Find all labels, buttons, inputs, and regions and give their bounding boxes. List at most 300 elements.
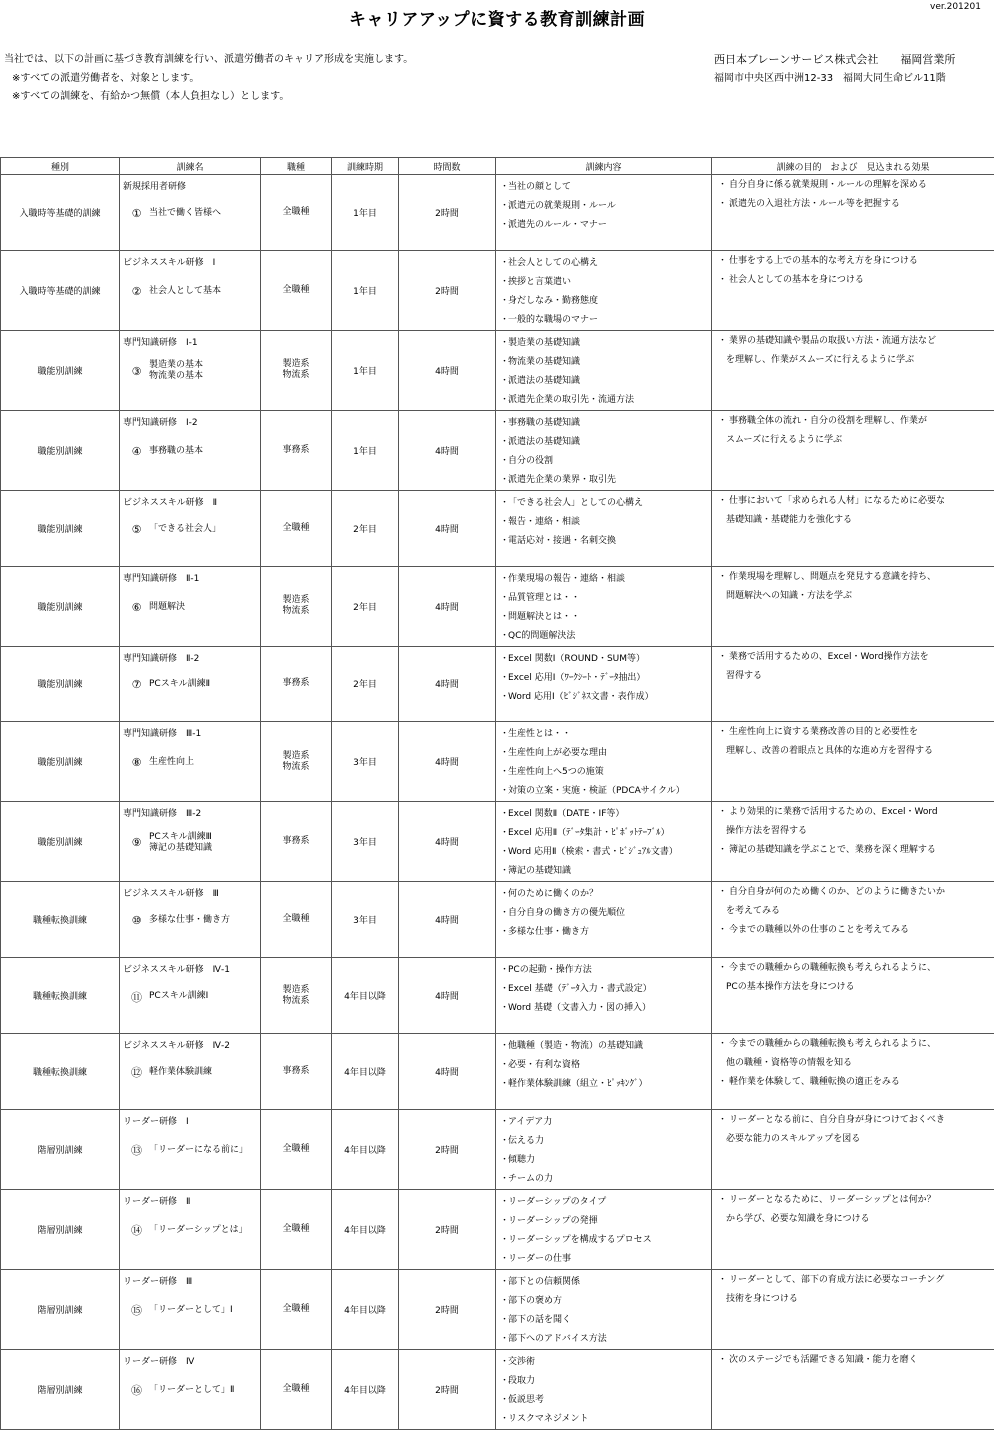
table-row — [1, 1349, 994, 1429]
training-name-cell — [120, 1189, 261, 1269]
purpose-line: スムーズに行えるように学ぶ — [712, 431, 994, 450]
table-row — [1, 330, 994, 410]
purpose-line: ・ 仕事をする上での基本的な考え方を身につける — [712, 252, 994, 271]
course-title — [120, 523, 260, 536]
course-number: ⑬ — [128, 1142, 145, 1158]
category-cell: 職能別訓練 — [1, 410, 120, 490]
series-label: リーダー研修 Ⅱ — [123, 1194, 190, 1207]
content-item: ・ Excel 関数Ⅱ（DATE・IF等） — [496, 805, 711, 824]
content-item: ・ 対策の立案・実施・検証（PDCAサイクル） — [496, 782, 711, 801]
intro-note: ※すべての派遣労働者を、対象とします。 — [4, 70, 413, 89]
training-name-cell — [120, 1033, 261, 1109]
course-title — [120, 678, 260, 691]
job-type-line: 事務系 — [261, 678, 331, 689]
job-type-cell — [261, 882, 332, 958]
content-item: ・ 必要・有利な資格 — [496, 1056, 711, 1075]
content-item: ・ 生産性向上へ5つの施策 — [496, 763, 711, 782]
course-title — [120, 832, 260, 854]
purpose-cell — [712, 1349, 994, 1429]
training-name-cell — [120, 566, 261, 646]
category-cell: 職能別訓練 — [1, 802, 120, 882]
purpose-line: ・ リーダーとなる前に、自分自身が身につけておくべき — [712, 1111, 994, 1130]
category-cell: 職能別訓練 — [1, 566, 120, 646]
content-item: ・ 作業現場の報告・連絡・相談 — [496, 570, 711, 589]
table-row — [1, 722, 994, 802]
content-item: ・ 派遣元の就業規則・ルール — [496, 197, 711, 216]
category-cell: 職能別訓練 — [1, 646, 120, 722]
series-label: リーダー研修 Ⅳ — [123, 1354, 194, 1367]
course-number: ④ — [128, 445, 145, 458]
course-title-line: 簿記の基礎知識 — [149, 843, 212, 854]
course-title — [120, 989, 260, 1005]
hours-cell: 4時間 — [399, 490, 496, 566]
content-cell — [496, 646, 712, 722]
hours-cell: 2時間 — [399, 175, 496, 251]
purpose-cell — [712, 1269, 994, 1349]
hours-cell: 4時間 — [399, 722, 496, 802]
content-item: ・ Word 応用Ⅱ（検索・書式・ﾋﾞｼﾞｭｱﾙ文書） — [496, 843, 711, 862]
content-item: ・ 仮説思考 — [496, 1391, 711, 1410]
content-cell — [496, 330, 712, 410]
purpose-line: ・ 業務で活用するための、Excel・Word操作方法を — [712, 648, 994, 667]
period-cell: 4年目以降 — [332, 1349, 399, 1429]
purpose-line: ・ リーダーとして、部下の育成方法に必要なコーチング — [712, 1271, 994, 1290]
content-item: ・ Excel 応用Ⅰ（ﾜｰｸｼｰﾄ・ﾃﾞｰﾀ抽出） — [496, 669, 711, 688]
series-label: ビジネススキル研修 Ⅰ — [123, 255, 215, 268]
content-item: ・ 問題解決とは・・ — [496, 608, 711, 627]
content-cell — [496, 958, 712, 1034]
content-cell — [496, 566, 712, 646]
header-purpose: 訓練の目的 および 見込まれる効果 — [712, 158, 994, 175]
page-title: キャリアアップに資する教育訓練計画 — [0, 5, 994, 30]
series-label: 専門知識研修 Ⅱ-1 — [123, 571, 199, 584]
course-title-line: 製造業の基本 — [149, 360, 203, 371]
hours-cell: 4時間 — [399, 1033, 496, 1109]
job-type-cell — [261, 175, 332, 251]
course-title-line: PCスキル訓練Ⅰ — [149, 991, 208, 1002]
hours-cell: 2時間 — [399, 1109, 496, 1189]
purpose-cell — [712, 1033, 994, 1109]
content-item: ・ PCの起動・操作方法 — [496, 961, 711, 980]
training-name-cell — [120, 175, 261, 251]
course-title — [120, 756, 260, 769]
course-title-line: 「リーダーになる前に」 — [149, 1145, 248, 1156]
purpose-line: 他の職種・資格等の情報を知る — [712, 1054, 994, 1073]
content-item: ・ リーダーの仕事 — [496, 1250, 711, 1269]
content-item: ・ 品質管理とは・・ — [496, 589, 711, 608]
content-item: ・ 伝える力 — [496, 1132, 711, 1151]
course-number: ⑮ — [128, 1302, 145, 1318]
training-name-cell — [120, 1109, 261, 1189]
content-item: ・ 段取力 — [496, 1372, 711, 1391]
company-address: 福岡市中央区西中洲12-33 福岡大同生命ビル11階 — [714, 70, 955, 89]
training-name-cell — [120, 330, 261, 410]
content-item: ・ アイデア力 — [496, 1113, 711, 1132]
course-title-line: 「リーダーとして」Ⅱ — [149, 1385, 234, 1396]
job-type-line: 事務系 — [261, 836, 331, 847]
course-number: ⑭ — [128, 1222, 145, 1238]
content-item: ・ リーダーシップを構成するプロセス — [496, 1231, 711, 1250]
course-number: ⑪ — [128, 989, 145, 1005]
purpose-line: ・ 派遣先の入退社方法・ルール等を把握する — [712, 195, 994, 214]
series-label: ビジネススキル研修 Ⅱ — [123, 495, 217, 508]
content-item: ・ 自分自身の働き方の優先順位 — [496, 904, 711, 923]
content-item: ・ 傾聴力 — [496, 1151, 711, 1170]
content-item: ・ 派遣法の基礎知識 — [496, 372, 711, 391]
category-cell: 職種転換訓練 — [1, 1033, 120, 1109]
purpose-cell — [712, 330, 994, 410]
hours-cell: 4時間 — [399, 646, 496, 722]
content-cell — [496, 1269, 712, 1349]
hours-cell: 4時間 — [399, 330, 496, 410]
content-item: ・ Word 基礎（文書入力・図の挿入） — [496, 999, 711, 1018]
course-number: ⑨ — [128, 836, 145, 849]
purpose-cell — [712, 175, 994, 251]
hours-cell: 2時間 — [399, 1189, 496, 1269]
content-item: ・ 派遣法の基礎知識 — [496, 433, 711, 452]
period-cell: 2年目 — [332, 646, 399, 722]
content-item: ・ 当社の顔として — [496, 178, 711, 197]
hours-cell: 2時間 — [399, 1349, 496, 1429]
series-label: 専門知識研修 Ⅰ-1 — [123, 335, 198, 348]
content-item: ・ 部下へのアドバイス方法 — [496, 1330, 711, 1349]
content-cell — [496, 722, 712, 802]
hours-cell: 2時間 — [399, 1269, 496, 1349]
content-item: ・ 交渉術 — [496, 1353, 711, 1372]
content-item: ・ 派遣先企業の業界・取引先 — [496, 471, 711, 490]
purpose-line: ・ 今までの職種以外の仕事のことを考えてみる — [712, 921, 994, 940]
category-cell: 職種転換訓練 — [1, 958, 120, 1034]
job-type-line: 物流系 — [261, 996, 331, 1007]
series-label: ビジネススキル研修 Ⅳ-2 — [123, 1038, 230, 1051]
series-label: リーダー研修 Ⅲ — [123, 1274, 192, 1287]
purpose-line: 習得する — [712, 667, 994, 686]
job-type-cell — [261, 802, 332, 882]
purpose-line: ・ 生産性向上に資する業務改善の目的と必要性を — [712, 723, 994, 742]
category-cell: 入職時等基礎的訓練 — [1, 175, 120, 251]
course-title-line: 「できる社会人」 — [149, 524, 221, 535]
course-title-line: 問題解決 — [149, 602, 185, 613]
purpose-cell — [712, 250, 994, 330]
category-cell: 職能別訓練 — [1, 330, 120, 410]
table-row — [1, 490, 994, 566]
content-item: ・ 報告・連絡・相談 — [496, 513, 711, 532]
purpose-line: ・ 自分自身が何のため働くのか、どのように働きたいか — [712, 883, 994, 902]
header-hours: 時間数 — [399, 158, 496, 175]
content-item: ・ チームの力 — [496, 1170, 711, 1189]
job-type-line: 全職種 — [261, 1144, 331, 1155]
table-row — [1, 1269, 994, 1349]
company-name: 西日本ブレーンサービス株式会社 福岡営業所 — [714, 51, 955, 70]
job-type-cell — [261, 330, 332, 410]
period-cell: 1年目 — [332, 175, 399, 251]
content-cell — [496, 490, 712, 566]
table-row — [1, 175, 994, 251]
course-title-line: 「リーダーとして」Ⅰ — [149, 1305, 233, 1316]
purpose-line: ・ 業界の基礎知識や製品の取扱い方法・流通方法など — [712, 332, 994, 351]
company-info — [714, 51, 955, 88]
purpose-line: ・ リーダーとなるために、リーダーシップとは何か？ — [712, 1191, 994, 1210]
purpose-line: 技術を身につける — [712, 1290, 994, 1309]
purpose-line: 必要な能力のスキルアップを図る — [712, 1130, 994, 1149]
purpose-cell — [712, 802, 994, 882]
content-cell — [496, 175, 712, 251]
content-item: ・ 簿記の基礎知識 — [496, 862, 711, 881]
content-item: ・ Excel 基礎（ﾃﾞｰﾀ入力・書式設定） — [496, 980, 711, 999]
series-label: 専門知識研修 Ⅲ-1 — [123, 726, 201, 739]
course-title-line: PCスキル訓練Ⅲ — [149, 832, 212, 843]
table-row — [1, 250, 994, 330]
header-category: 種別 — [1, 158, 120, 175]
period-cell: 3年目 — [332, 722, 399, 802]
purpose-line: ・ 次のステージでも活躍できる知識・能力を磨く — [712, 1351, 994, 1370]
purpose-line: ・ 社会人としての基本を身につける — [712, 271, 994, 290]
header-content: 訓練内容 — [496, 158, 712, 175]
course-title — [120, 601, 260, 614]
course-number: ⑧ — [128, 756, 145, 769]
job-type-cell — [261, 1033, 332, 1109]
version-label: ver.201201 — [930, 2, 981, 12]
period-cell: 3年目 — [332, 882, 399, 958]
header-period: 訓練時期 — [332, 158, 399, 175]
course-number: ⑥ — [128, 601, 145, 614]
content-item: ・ 生産性とは・・ — [496, 725, 711, 744]
job-type-cell — [261, 1269, 332, 1349]
purpose-line: から学び、必要な知識を身につける — [712, 1210, 994, 1229]
content-cell — [496, 1189, 712, 1269]
content-cell — [496, 1349, 712, 1429]
period-cell: 3年目 — [332, 802, 399, 882]
course-title — [120, 914, 260, 927]
period-cell: 4年目以降 — [332, 1033, 399, 1109]
purpose-line: PCの基本操作方法を身につける — [712, 978, 994, 997]
purpose-cell — [712, 958, 994, 1034]
content-item: ・ QC的問題解決法 — [496, 627, 711, 646]
course-title — [120, 1142, 260, 1158]
content-item: ・ 製造業の基礎知識 — [496, 334, 711, 353]
hours-cell: 4時間 — [399, 566, 496, 646]
job-type-line: 全職種 — [261, 285, 331, 296]
purpose-line: ・ 今までの職種からの職種転換も考えられるように、 — [712, 1035, 994, 1054]
purpose-cell — [712, 566, 994, 646]
content-item: ・ 自分の役割 — [496, 452, 711, 471]
course-title — [120, 445, 260, 458]
purpose-cell — [712, 646, 994, 722]
course-number: ⑦ — [128, 678, 145, 691]
job-type-line: 製造系 — [261, 751, 331, 762]
series-label: 専門知識研修 Ⅰ-2 — [123, 415, 198, 428]
course-title — [120, 360, 260, 382]
content-item: ・ リーダーシップの発揮 — [496, 1212, 711, 1231]
job-type-cell — [261, 1349, 332, 1429]
course-number: ⑩ — [128, 914, 145, 927]
content-item: ・ 生産性向上が必要な理由 — [496, 744, 711, 763]
job-type-line: 物流系 — [261, 606, 331, 617]
purpose-cell — [712, 1109, 994, 1189]
purpose-cell — [712, 410, 994, 490]
training-name-cell — [120, 646, 261, 722]
course-number: ① — [128, 207, 145, 220]
training-name-cell — [120, 802, 261, 882]
content-item: ・ 「できる社会人」としての心構え — [496, 494, 711, 513]
course-title — [120, 1382, 260, 1398]
purpose-line: ・ 自分自身に係る就業規則・ルールの理解を深める — [712, 176, 994, 195]
course-title — [120, 1064, 260, 1080]
purpose-line: ・ 今までの職種からの職種転換も考えられるように、 — [712, 959, 994, 978]
course-title-line: 物流業の基本 — [149, 371, 203, 382]
course-title-line: 「リーダーシップとは」 — [149, 1225, 248, 1236]
series-label: リーダー研修 Ⅰ — [123, 1114, 189, 1127]
content-item: ・ 物流業の基礎知識 — [496, 353, 711, 372]
job-type-line: 全職種 — [261, 1384, 331, 1395]
training-name-cell — [120, 1349, 261, 1429]
table-header-row — [1, 158, 994, 175]
content-item: ・ 社会人としての心構え — [496, 254, 711, 273]
table-row — [1, 958, 994, 1034]
period-cell: 4年目以降 — [332, 1269, 399, 1349]
table-row — [1, 882, 994, 958]
purpose-line: 問題解決への知識・方法を学ぶ — [712, 587, 994, 606]
table-row — [1, 802, 994, 882]
job-type-cell — [261, 646, 332, 722]
job-type-line: 物流系 — [261, 762, 331, 773]
category-cell: 職能別訓練 — [1, 722, 120, 802]
job-type-cell — [261, 566, 332, 646]
purpose-line: を考えてみる — [712, 902, 994, 921]
period-cell: 4年目以降 — [332, 1109, 399, 1189]
hours-cell: 4時間 — [399, 882, 496, 958]
content-item: ・ 一般的な職場のマナー — [496, 311, 711, 330]
period-cell: 4年目以降 — [332, 958, 399, 1034]
purpose-line: を理解し、作業がスムーズに行えるように学ぶ — [712, 351, 994, 370]
training-name-cell — [120, 250, 261, 330]
hours-cell: 4時間 — [399, 958, 496, 1034]
purpose-line: 理解し、改善の着眼点と具体的な進め方を習得する — [712, 742, 994, 761]
series-label: 専門知識研修 Ⅲ-2 — [123, 806, 201, 819]
job-type-line: 製造系 — [261, 595, 331, 606]
training-name-cell — [120, 490, 261, 566]
period-cell: 1年目 — [332, 410, 399, 490]
content-item: ・ 部下の褒め方 — [496, 1292, 711, 1311]
course-title-line: 事務職の基本 — [149, 446, 203, 457]
job-type-cell — [261, 1189, 332, 1269]
period-cell: 1年目 — [332, 250, 399, 330]
content-item: ・ 他職種（製造・物流）の基礎知識 — [496, 1037, 711, 1056]
job-type-cell — [261, 410, 332, 490]
content-item: ・ 電話応対・接遇・名刺交換 — [496, 532, 711, 551]
training-name-cell — [120, 410, 261, 490]
content-cell — [496, 882, 712, 958]
purpose-cell — [712, 882, 994, 958]
purpose-line: ・ より効果的に業務で活用するための、Excel・Word — [712, 803, 994, 822]
course-title — [120, 1222, 260, 1238]
purpose-line: ・ 簿記の基礎知識を学ぶことで、業務を深く理解する — [712, 841, 994, 860]
series-label: 専門知識研修 Ⅱ-2 — [123, 651, 199, 664]
course-title-line: PCスキル訓練Ⅱ — [149, 679, 210, 690]
course-number: ② — [128, 285, 145, 298]
content-item: ・ 何のために働くのか？ — [496, 885, 711, 904]
series-label: ビジネススキル研修 Ⅳ-1 — [123, 962, 230, 975]
course-title — [120, 1302, 260, 1318]
course-title-line: 生産性向上 — [149, 757, 194, 768]
content-cell — [496, 1109, 712, 1189]
job-type-line: 全職種 — [261, 207, 331, 218]
hours-cell: 4時間 — [399, 410, 496, 490]
purpose-line: ・ 作業現場を理解し、問題点を発見する意識を持ち、 — [712, 568, 994, 587]
category-cell: 階層別訓練 — [1, 1189, 120, 1269]
table-row — [1, 646, 994, 722]
content-cell — [496, 410, 712, 490]
intro-text — [4, 51, 413, 107]
content-item: ・ 多様な仕事・働き方 — [496, 923, 711, 942]
job-type-cell — [261, 250, 332, 330]
content-item: ・ リスクマネジメント — [496, 1410, 711, 1429]
job-type-line: 物流系 — [261, 370, 331, 381]
content-cell — [496, 802, 712, 882]
job-type-line: 製造系 — [261, 985, 331, 996]
content-item: ・ 派遣先企業の取引先・流通方法 — [496, 391, 711, 410]
category-cell: 職能別訓練 — [1, 490, 120, 566]
category-cell: 階層別訓練 — [1, 1269, 120, 1349]
hours-cell: 2時間 — [399, 250, 496, 330]
course-title — [120, 285, 260, 298]
content-item: ・ Word 応用Ⅰ（ﾋﾞｼﾞﾈｽ文書・表作成） — [496, 688, 711, 707]
course-number: ⑫ — [128, 1064, 145, 1080]
period-cell: 2年目 — [332, 490, 399, 566]
job-type-line: 全職種 — [261, 914, 331, 925]
purpose-line: 基礎知識・基礎能力を強化する — [712, 511, 994, 530]
purpose-cell — [712, 1189, 994, 1269]
course-number: ⑯ — [128, 1382, 145, 1398]
period-cell: 1年目 — [332, 330, 399, 410]
category-cell: 職種転換訓練 — [1, 882, 120, 958]
training-name-cell — [120, 958, 261, 1034]
job-type-line: 全職種 — [261, 523, 331, 534]
table-row — [1, 1189, 994, 1269]
content-item: ・ 身だしなみ・勤務態度 — [496, 292, 711, 311]
job-type-line: 製造系 — [261, 359, 331, 370]
job-type-line: 事務系 — [261, 445, 331, 456]
content-item: ・ Excel 応用Ⅱ（ﾃﾞｰﾀ集計・ﾋﾟﾎﾞｯﾄﾃｰﾌﾞﾙ） — [496, 824, 711, 843]
purpose-line: ・ 軽作業を体験して、職種転換の適正をみる — [712, 1073, 994, 1092]
training-name-cell — [120, 722, 261, 802]
course-title-line: 当社で働く皆様へ — [149, 208, 221, 219]
intro-line: 当社では、以下の計画に基づき教育訓練を行い、派遣労働者のキャリア形成を実施します。 — [4, 51, 413, 70]
hours-cell: 4時間 — [399, 802, 496, 882]
purpose-line: 操作方法を習得する — [712, 822, 994, 841]
content-item: ・ 部下との信頼関係 — [496, 1273, 711, 1292]
job-type-cell — [261, 722, 332, 802]
training-name-cell — [120, 882, 261, 958]
series-label: ビジネススキル研修 Ⅲ — [123, 886, 219, 899]
course-title-line: 軽作業体験訓練 — [149, 1067, 212, 1078]
content-item: ・ 挨拶と言葉遣い — [496, 273, 711, 292]
course-number: ③ — [128, 365, 145, 378]
period-cell: 4年目以降 — [332, 1189, 399, 1269]
header-job-type: 職種 — [261, 158, 332, 175]
purpose-line: ・ 事務職全体の流れ・自分の役割を理解し、作業が — [712, 412, 994, 431]
category-cell: 階層別訓練 — [1, 1349, 120, 1429]
table-row — [1, 410, 994, 490]
job-type-line: 事務系 — [261, 1066, 331, 1077]
course-number: ⑤ — [128, 523, 145, 536]
category-cell: 階層別訓練 — [1, 1109, 120, 1189]
job-type-cell — [261, 958, 332, 1034]
training-plan-table — [0, 157, 994, 1430]
header-training-name: 訓練名 — [120, 158, 261, 175]
purpose-line: ・ 仕事において「求められる人材」になるために必要な — [712, 492, 994, 511]
series-label: 新規採用者研修 — [123, 179, 186, 192]
